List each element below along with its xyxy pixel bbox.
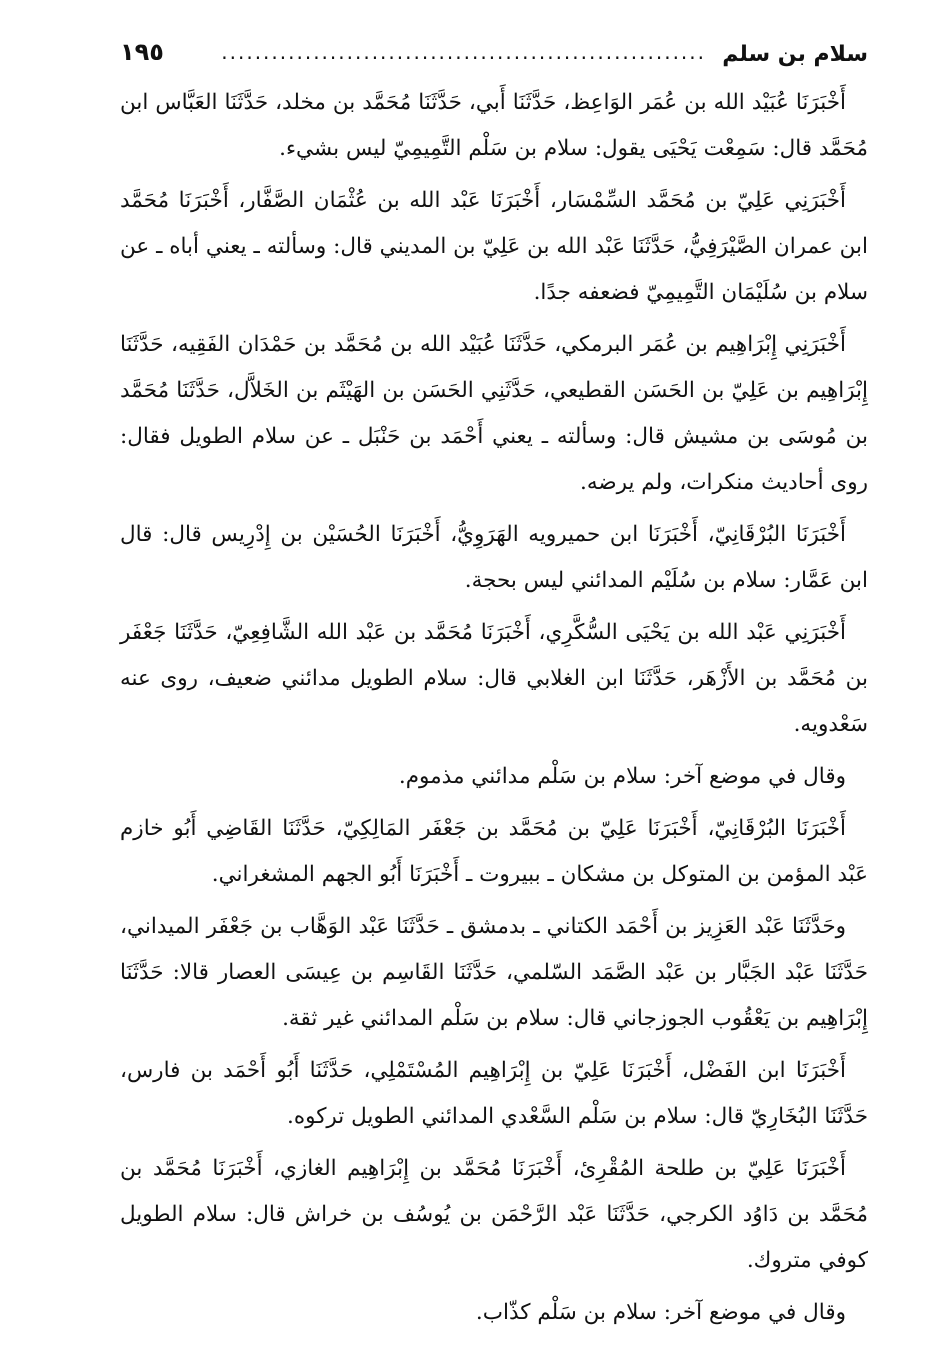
body-text	[120, 80, 868, 1336]
header-dot-leader: ..........................................................	[221, 40, 706, 64]
paragraph-6: وقال في موضع آخر: سلام بن سَلْم مدائني مذموم.	[398, 764, 846, 789]
paragraph-3: أَخْبَرَنِي إِبْرَاهِيم بن عُمَر البرمكي، حَدَّثَنَا عُبَيْد الله بن مُحَمَّد بن حَمْدَان الفَقِيه، حَدَّثَنَا إِبْرَاهِيم بن عَلِيّ بن الحَسَن القطيعي، حَدَّثَنِي الحَسَن بن الهَيْثَم بن الخَلاَّل، حَدَّثَنَا مُحَمَّد بن مُوسَى بن مشيش قال: وسألته ـ يعني أَحْمَد بن حَنْبَل ـ عن سلام الطويل فقال: روى أحاديث منكرات، ولم يرضه.	[120, 332, 868, 495]
paragraph-2: أَخْبَرَنِي عَلِيّ بن مُحَمَّد السِّمْسَار، أَخْبَرَنَا عَبْد الله بن عُثْمَان الصَّفَّار، أَخْبَرَنَا مُحَمَّد ابن عمران الصَّيْرَفِيُّ، حَدَّثَنَا عَبْد الله بن عَلِيّ بن المديني قال: وسألته ـ يعني أباه ـ عن سلام بن سُلَيْمَان التَّمِيمِيّ فضعفه جدًا.	[120, 188, 868, 305]
running-title: سلام بن سلم	[722, 42, 868, 67]
page-number: ١٩٥	[120, 38, 164, 66]
paragraph-10: أَخْبَرَنَا عَلِيّ بن طلحة المُقْرِئ، أَخْبَرَنَا مُحَمَّد بن إِبْرَاهِيم الغازي، أَخْبَرَنَا مُحَمَّد بن مُحَمَّد بن دَاوُد الكرجي، حَدَّثَنَا عَبْد الرَّحْمَن بن يُوسُف بن خراش قال: سلام الطويل كوفي متروك.	[120, 1156, 868, 1273]
document-page	[120, 36, 868, 1342]
paragraph-11: وقال في موضع آخر: سلام بن سَلْم كذّاب.	[475, 1300, 846, 1325]
paragraph-4: أَخْبَرَنَا البُرْقَانِيّ، أَخْبَرَنَا ابن حميرويه الهَرَوِيُّ، أَخْبَرَنَا الحُسَيْن بن إِدْرِيس قال: قال ابن عَمَّار: سلام بن سُلَيْم المدائني ليس بحجة.	[120, 522, 868, 593]
paragraph-8: وحَدَّثَنَا عَبْد العَزِيز بن أَحْمَد الكتاني ـ بدمشق ـ حَدَّثَنَا عَبْد الوَهَّاب بن جَعْفَر الميداني، حَدَّثَنَا عَبْد الجَبَّار بن عَبْد الصَّمَد السّلمي، حَدَّثَنَا القَاسِم بن عِيسَى العصار قالا: حَدَّثَنَا إِبْرَاهِيم بن يَعْقُوب الجوزجاني قال: سلام بن سَلْم المدائني غير ثقة.	[120, 914, 868, 1031]
paragraph-7: أَخْبَرَنَا البُرْقَانِيّ، أَخْبَرَنَا عَلِيّ بن مُحَمَّد بن جَعْفَر المَالِكِيّ، حَدَّثَنَا القَاضِي أَبُو خازم عَبْد المؤمن بن المتوكل بن مشكان ـ ببيروت ـ أَخْبَرَنَا أَبُو الجهم المشغراني.	[120, 816, 868, 887]
paragraph-1: أَخْبَرَنَا عُبَيْد الله بن عُمَر الوَاعِظ، حَدَّثَنَا أَبي، حَدَّثَنَا مُحَمَّد بن مخلد، حَدَّثَنَا العَبَّاس ابن مُحَمَّد قال: سَمِعْت يَحْيَى يقول: سلام بن سَلْم التَّمِيمِيّ ليس بشيء.	[120, 90, 868, 161]
paragraph-9: أَخْبَرَنَا ابن الفَضْل، أَخْبَرَنَا عَلِيّ بن إِبْرَاهِيم المُسْتَمْلِي، حَدَّثَنَا أَبُو أَحْمَد بن فارس، حَدَّثَنَا البُخَارِيّ قال: سلام بن سَلْم السَّعْدي المدائني الطويل تركوه.	[120, 1058, 868, 1129]
page-header	[120, 36, 868, 80]
paragraph-5: أَخْبَرَنِي عَبْد الله بن يَحْيَى السُّكَّرِي، أَخْبَرَنَا مُحَمَّد بن عَبْد الله الشَّافِعِيّ، حَدَّثَنَا جَعْفَر بن مُحَمَّد بن الأَزْهَر، حَدَّثَنَا ابن الغلابي قال: سلام الطويل مدائني ضعيف، روى عنه سَعْدويه.	[120, 620, 868, 737]
